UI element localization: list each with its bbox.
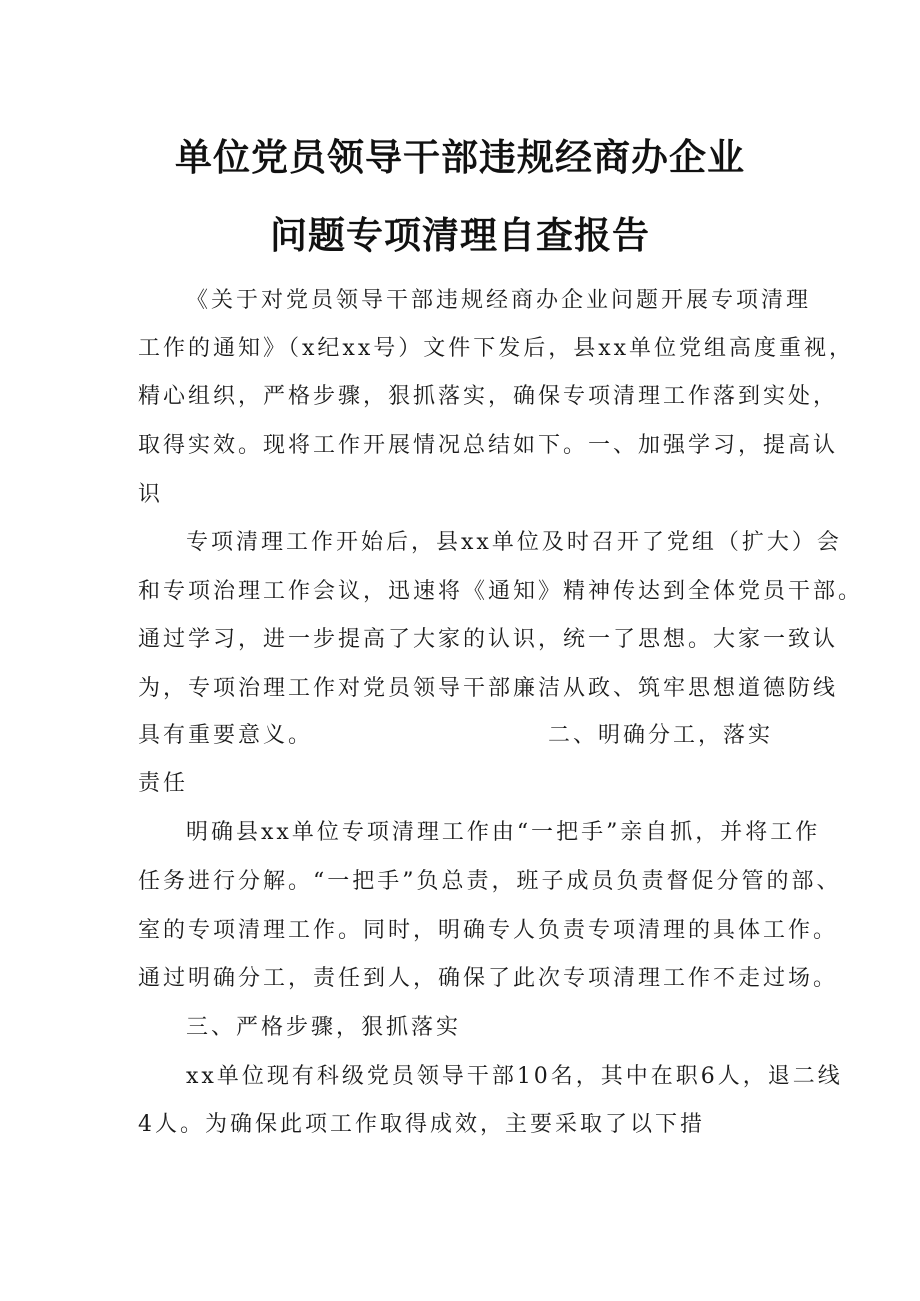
section-heading: 三、严格步骤，狠抓落实 [186, 1015, 462, 1040]
paragraph-line: 具有重要意义。 [138, 723, 314, 748]
document-title-line-1: 单位党员领导干部违规经商办企业 [175, 136, 745, 179]
paragraph-line: xx单位现有科级党员领导干部10名，其中在职6人，退二线 [186, 1064, 843, 1089]
document-title-line-2: 问题专项清理自查报告 [270, 214, 650, 257]
paragraph-line: 通过学习，进一步提高了大家的认识，统一了思想。大家一致认 [138, 627, 839, 652]
paragraph-line: 精心组织，严格步骤，狠抓落实，确保专项清理工作落到实处， [138, 384, 839, 409]
paragraph-line: 识 [138, 482, 164, 507]
section-heading-continued: 责任 [138, 771, 189, 796]
paragraph-line: 取得实效。现将工作开展情况总结如下。一、加强学习，提高认 [138, 433, 839, 458]
paragraph-line: 为，专项治理工作对党员领导干部廉洁从政、筑牢思想道德防线 [138, 676, 839, 701]
paragraph-line: 室的专项清理工作。同时，明确专人负责专项清理的具体工作。 [138, 918, 839, 943]
paragraph-line: 明确县xx单位专项清理工作由“一把手”亲自抓，并将工作 [186, 820, 821, 845]
paragraph-line: 通过明确分工，责任到人，确保了此次专项清理工作不走过场。 [138, 966, 839, 991]
section-heading: 二、明确分工，落实 [548, 723, 774, 748]
paragraph-line: 专项清理工作开始后，县xx单位及时召开了党组（扩大）会 [186, 530, 842, 555]
paragraph-line: 和专项治理工作会议，迅速将《通知》精神传达到全体党员干部。 [138, 579, 864, 604]
paragraph-line: 4人。为确保此项工作取得成效，主要采取了以下措 [138, 1112, 705, 1137]
paragraph-line: 《关于对党员领导干部违规经商办企业问题开展专项清理 [186, 288, 812, 313]
paragraph-line: 任务进行分解。“一把手”负总责，班子成员负责督促分管的部、 [138, 869, 842, 894]
paragraph-line: 工作的通知》（x纪xx号）文件下发后，县xx单位党组高度重视， [138, 336, 855, 361]
